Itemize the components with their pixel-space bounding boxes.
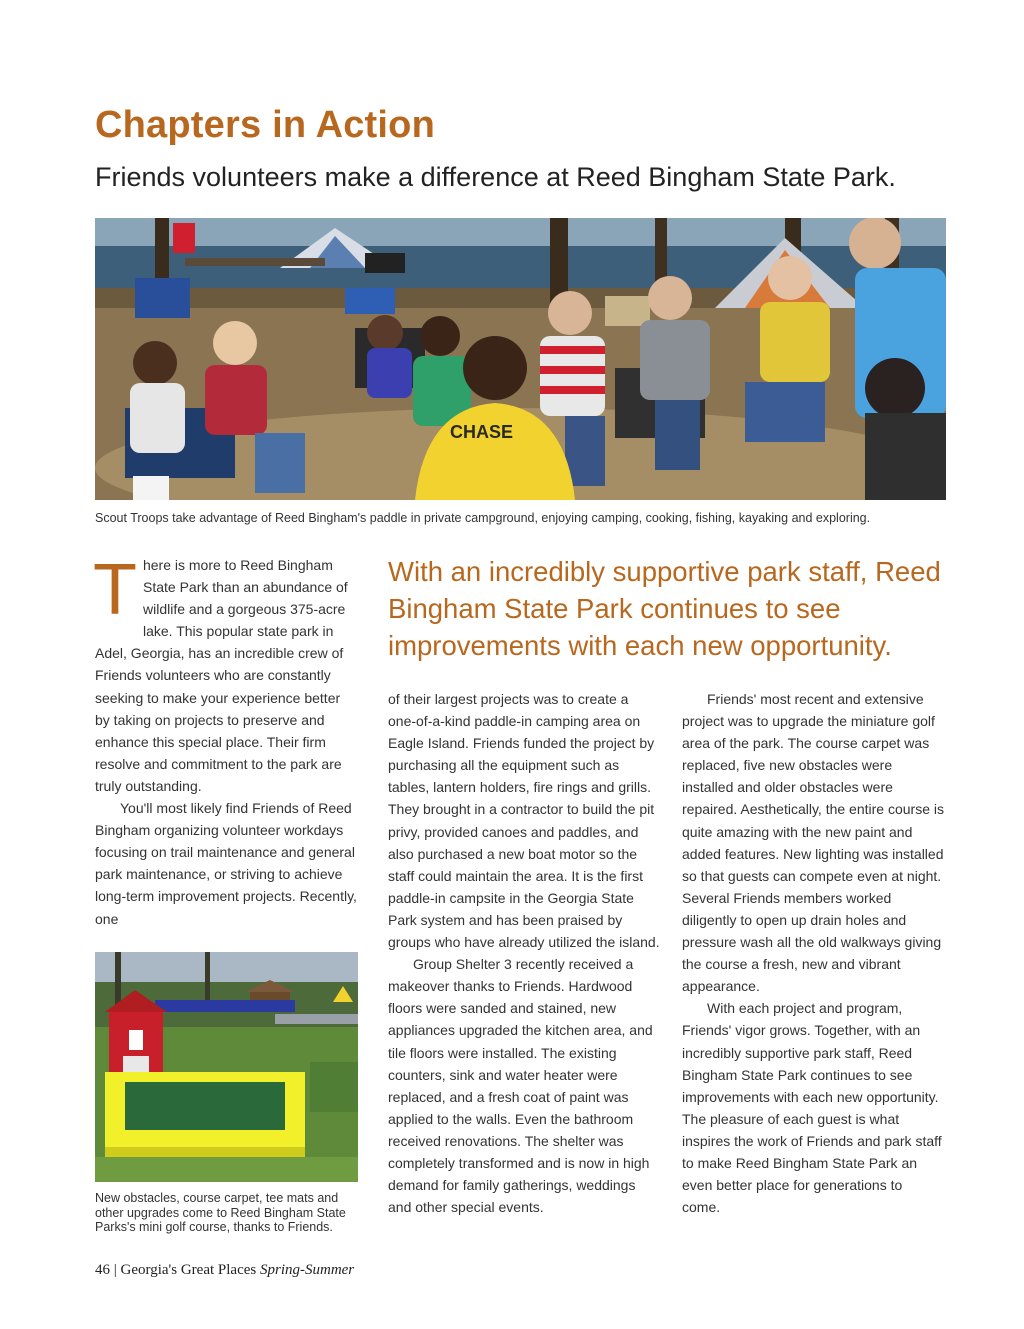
page-title: Chapters in Action xyxy=(95,104,435,146)
article-column-2 xyxy=(388,688,660,1218)
col2-paragraph-1: of their largest projects was to create a one-of-a-kind paddle-in camping area on Eagle Island. Friends funded the project by purchasing all the equipment such as tables, lantern holders, fire rings and grills. They brought in a contractor to build the pit privy, provided canoes and paddles, and also purchased a new boat motor so the staff could maintain the area. It is the first paddle-in campsite in the Georgia State Park system and has been praised by groups who have already utilized the island. xyxy=(388,691,660,951)
article-column-3 xyxy=(682,688,944,1218)
drop-cap: T xyxy=(93,550,137,630)
col3-paragraph-2: With each project and program, Friends' vigor grows. Together, with an incredibly supportive park staff, Reed Bingham State Park continues to see improvements with each new opportunity. The pleasure of each guest is what inspires the work of Friends and park staff to make Reed Bingham State Park an even better place for generations to come. xyxy=(682,1000,942,1216)
golf-photo-caption: New obstacles, course carpet, tee mats and other upgrades come to Reed Bingham State Parks's mini golf course, thanks to Friends. xyxy=(95,1191,346,1234)
page-number: 46 xyxy=(95,1262,110,1278)
scouts-campsite-photo xyxy=(95,218,946,500)
footer-separator: | xyxy=(113,1262,117,1278)
page-subtitle: Friends volunteers make a difference at Reed Bingham State Park. xyxy=(95,162,896,192)
col2-paragraph-2: Group Shelter 3 recently received a makeover thanks to Friends. Hardwood floors were sanded and stained, new appliances upgraded the kitchen area, and tile floors were installed. The existing counters, sink and water heater were replaced, and a fresh coat of paint was applied to the walls. Even the bathroom received renovations. The shelter was completely transformed and is now in high demand for family gatherings, weddings and other special events. xyxy=(388,956,653,1216)
shirt-chase-text: CHASE xyxy=(450,422,514,442)
pull-quote: With an incredibly supportive park staff, Reed Bingham State Park continues to see improvements with each new opportunity. xyxy=(388,556,941,661)
publication-name: Georgia's Great Places xyxy=(120,1262,257,1278)
main-photo-caption: Scout Troops take advantage of Reed Bingham's paddle in private campground, enjoying camping, cooking, fishing, kayaking and exploring. xyxy=(95,511,871,525)
col3-paragraph-1: Friends' most recent and extensive project was to upgrade the miniature golf area of the park. The course carpet was replaced, five new obstacles were installed and older obstacles were repaired. Aesthetically, the entire course is quite amazing with the new paint and added features. New lighting was installed so that guests can compete even at night. Several Friends members worked diligently to open up drain holes and pressure wash all the old walkways giving the course a fresh, new and vibrant appearance. xyxy=(682,691,944,995)
col1-paragraph-2: You'll most likely find Friends of Reed Bingham organizing volunteer workdays focusing on trail maintenance and general park maintenance, or striving to achieve long-term improvement projects. Recently, one xyxy=(95,800,357,927)
mini-golf-illustration xyxy=(95,952,358,1182)
col1-paragraph-1 xyxy=(93,550,357,797)
scouts-campsite-illustration xyxy=(95,218,946,500)
issue-name: Spring-Summer xyxy=(259,1262,355,1278)
article-column-1 xyxy=(93,550,357,930)
page-footer xyxy=(95,1262,354,1279)
col1-paragraph-1-text: here is more to Reed Bingham State Park than an abundance of wildlife and a gorgeous 375-acre lake. This popular state park in Adel, Georgia, has an incredible crew of Friends volunteers who are constantly seeking to make your experience better by taking on projects to preserve and enhance this special place. Their firm resolve and commitment to the park are truly outstanding. xyxy=(95,557,348,794)
mini-golf-photo xyxy=(95,952,358,1182)
